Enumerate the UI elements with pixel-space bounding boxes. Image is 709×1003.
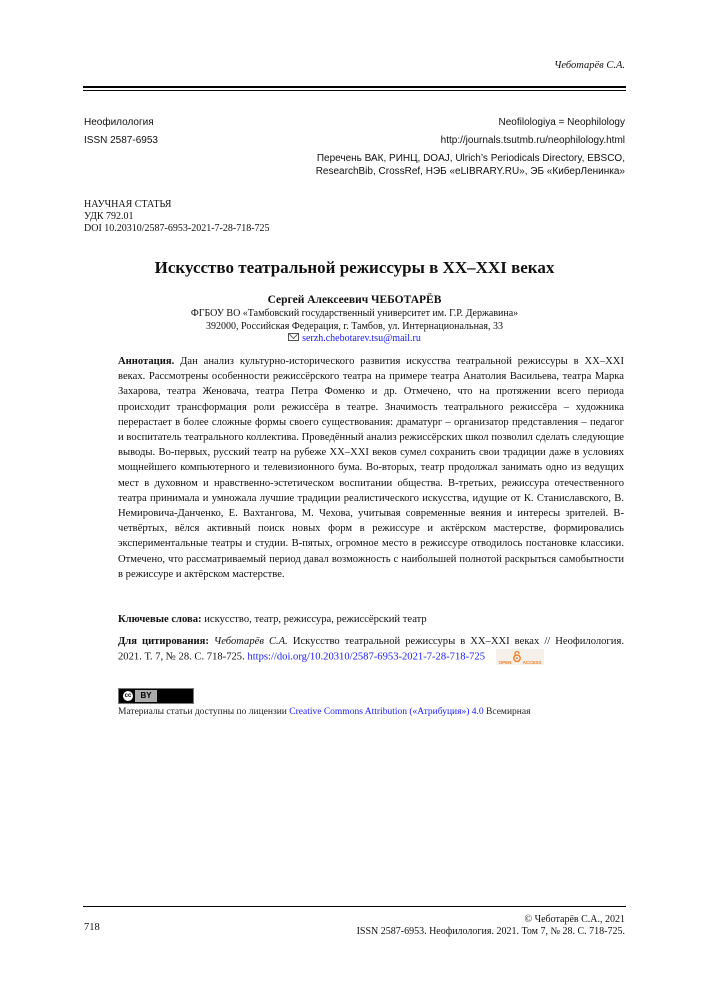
open-lock-icon [513, 650, 521, 662]
author-address: 392000, Российская Федерация, г. Тамбов, ул. Интернациональная, 33 [206, 320, 503, 332]
author-email-link[interactable]: serzh.chebotarev.tsu@mail.ru [302, 333, 421, 344]
citation [118, 634, 624, 665]
citation-text: Искусство театральной режиссуры в XX–XXI веках // Неофилология. 2021. Т. 7, № 28. С. 718-725. [118, 636, 624, 663]
journal-name-en: Neofilologiya = Neophilology [498, 117, 625, 128]
page-number: 718 [84, 922, 100, 933]
keywords-label: Ключевые слова: [118, 614, 202, 625]
author-block [0, 293, 709, 346]
cc-by-label: BY [135, 690, 157, 702]
open-access-access-text: ACCESS [522, 660, 542, 666]
license-suffix: Всемирная [486, 707, 531, 717]
envelope-icon [288, 333, 299, 341]
footer-rule [83, 906, 626, 907]
cc-by-badge[interactable] [118, 688, 194, 704]
author-affiliation: ФГБОУ ВО «Тамбовский государственный университет им. Г.Р. Державина» [190, 308, 519, 319]
journal-url[interactable]: http://journals.tsutmb.ru/neophilology.html [440, 135, 625, 146]
open-access-open-text: OPEN [498, 660, 512, 666]
article-type: НАУЧНАЯ СТАТЬЯ [84, 199, 172, 210]
journal-info-left [84, 114, 158, 150]
license-text [118, 707, 530, 717]
citation-doi-link[interactable]: https://doi.org/10.20310/2587-6953-2021-7-28-718-725 [247, 651, 485, 663]
article-meta [84, 199, 270, 235]
copyright: © Чеботарёв С.А., 2021 [524, 914, 625, 925]
journal-name-ru: Неофилология [84, 117, 154, 128]
open-access-badge[interactable] [496, 649, 544, 665]
abstract [118, 354, 624, 582]
doi: DOI 10.20310/2587-6953-2021-7-28-718-725 [84, 223, 270, 234]
author-name: Сергей Алексеевич ЧЕБОТАРЁВ [267, 294, 442, 306]
keywords-text: искусство, театр, режиссура, режиссёрский театр [204, 614, 427, 625]
abstract-text: Дан анализ культурно-исторического развития искусства театральной режиссуры в XX–XXI веках. Рассмотрены особенности режиссёрского театра на примере театра Анатолия Васильева, театра Марка Захарова, театра Женовача, театра Петра Фоменко и др. Отмечено, что на протяжении всего периода происходит трансформация роли режиссёра в театре. Значимость театрального режиссёра – художника перерастает в более сложные формы своего существования: драматург – организатор представления – педагог и воспитатель театрального коллектива. Проведённый анализ режиссёрских школ позволил сделать следующие выводы. Во-первых, русский театр на рубеже XX–XXI веков сумел сохранить свои традиции даже в условиях мощнейшего компьютерного и телевизионного бума. Во-вторых, театр продолжал занимать одно из ведущих мест в духовном и нравственно-эстетическом воспитании общества. В-третьих, режиссура отечественного театра принимала и умножала лучшие традиции реалистического искусства, идущие от К. Станиславского, В. Немировича-Данченко, Е. Вахтангова, М. Чехова, учитывая современные веяния и интересы зрителей. В-четвёртых, вёлся активный поиск новых форм в режиссуре и актёрском мастерстве, формировались экспериментальные театры и студии. В-пятых, огромное место в режиссуре отводилось постановке классики. Отмечено, что рассматриваемый период давал возможность с наибольшей полнотой раскрыться самобытности в режиссуре и актёрском мастерстве. [118, 356, 624, 580]
header-rule-thick [83, 86, 626, 88]
journal-info-right [316, 114, 625, 178]
udc-code: УДК 792.01 [84, 211, 134, 222]
author-email-line [0, 333, 709, 346]
footer-issue-info: ISSN 2587-6953. Неофилология. 2021. Том 7, № 28. С. 718-725. [356, 926, 625, 937]
license-prefix: Материалы статьи доступны по лицензии [118, 707, 287, 717]
journal-issn: ISSN 2587-6953 [84, 135, 158, 146]
indexes-line-1: Перечень ВАК, РИНЦ, DOAJ, Ulrich’s Periodicals Directory, EBSCO, [316, 153, 625, 164]
article-title: Искусство театральной режиссуры в XX–XXI веках [154, 258, 555, 277]
license-link[interactable]: Creative Commons Attribution («Атрибуция») 4.0 [289, 707, 484, 717]
citation-label: Для цитирования: [118, 636, 209, 647]
abstract-label: Аннотация. [118, 356, 175, 367]
indexes-line-2: ResearchBib, CrossRef, НЭБ «eLIBRARY.RU», ЭБ «КиберЛенинка» [315, 166, 625, 177]
keywords [118, 614, 624, 625]
cc-icon: cc [122, 690, 134, 702]
header-rule-thin [83, 90, 626, 91]
citation-author: Чеботарёв С.А. [213, 636, 288, 647]
running-head: Чеботарёв С.А. [554, 60, 625, 71]
journal-indexes [316, 152, 625, 178]
